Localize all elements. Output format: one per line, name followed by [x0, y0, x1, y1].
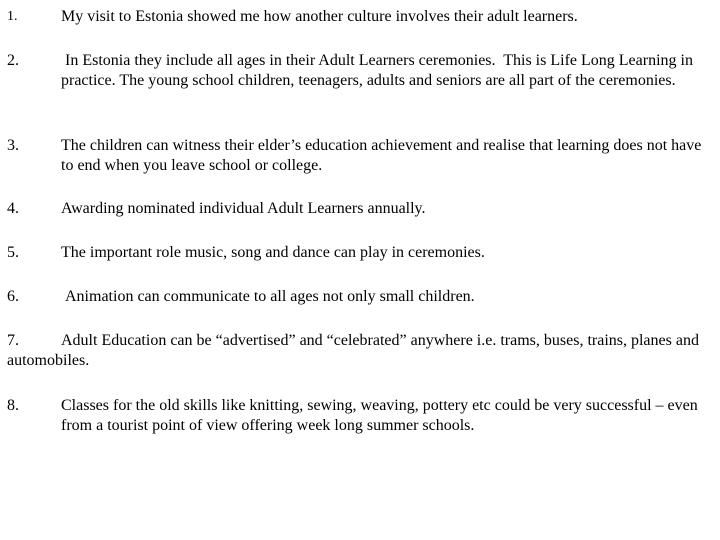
item-number-3: 3.: [7, 137, 19, 154]
list-item-6: [7, 287, 713, 307]
item-number-1: 1.: [7, 9, 18, 24]
list-item-7: [7, 331, 713, 371]
item-text-6: Animation can communicate to all ages not only small children.: [61, 288, 475, 305]
item-number-6: 6.: [7, 288, 19, 305]
item-number-8: 8.: [7, 397, 19, 414]
item-text-4: Awarding nominated individual Adult Learners annually.: [61, 200, 426, 217]
item-text-2: In Estonia they include all ages in their Adult Learners ceremonies. This is Life Long Learning in practice. The young school children, teenagers, adults and seniors are all part of the ceremonies.: [61, 52, 697, 89]
item-number-4: 4.: [7, 200, 19, 217]
list-item-2: [7, 51, 713, 91]
item-text-8: Classes for the old skills like knitting, sewing, weaving, pottery etc could be very successful – even from a tourist point of view offering week long summer schools.: [61, 397, 698, 434]
item-number-5: 5.: [7, 244, 19, 261]
item-text-3: The children can witness their elder’s education achievement and realise that learning does not have to end when you leave school or college.: [61, 137, 702, 174]
item-text-7: Adult Education can be “advertised” and “celebrated” anywhere i.e. trams, buses, trains, planes and automobiles.: [7, 332, 699, 369]
list-item-8: [7, 396, 713, 436]
list-item-3: [7, 136, 713, 176]
item-number-2: 2.: [7, 52, 19, 69]
item-text-5: The important role music, song and dance can play in ceremonies.: [61, 244, 485, 261]
list-item-4: [7, 199, 713, 219]
list-item-1: [7, 7, 713, 27]
item-text-1: My visit to Estonia showed me how another culture involves their adult learners.: [61, 8, 578, 25]
list-item-5: [7, 243, 713, 263]
item-number-7: 7.: [7, 332, 19, 349]
